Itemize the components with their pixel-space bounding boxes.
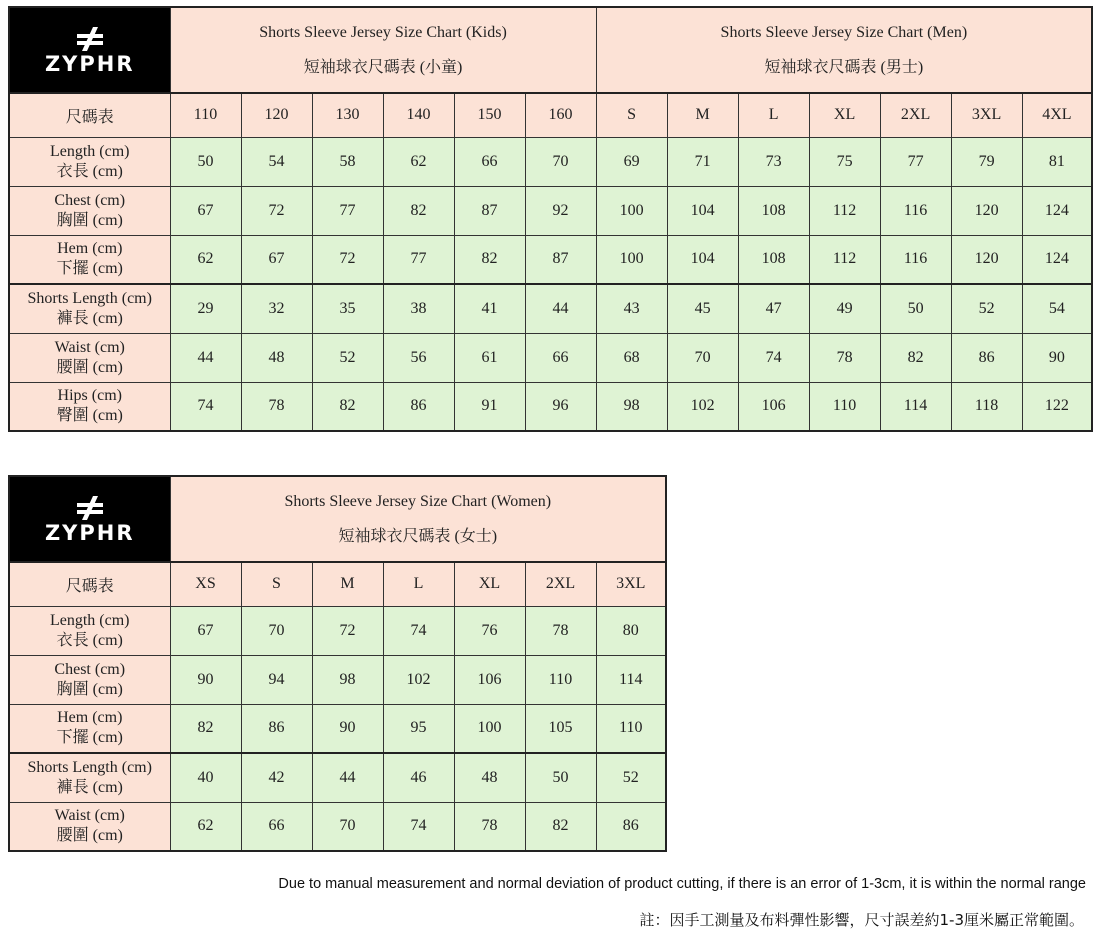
women-value-cell: 70: [312, 802, 383, 851]
kids-value-cell: 92: [525, 186, 596, 235]
men-value-cell: 118: [951, 382, 1022, 431]
women-value-cell: 105: [525, 704, 596, 753]
measurement-label-en: Hem (cm): [57, 240, 123, 258]
women-value-cell: 90: [170, 655, 241, 704]
women-title-zh: 短袖球衣尺碼表 (女士): [338, 528, 498, 545]
men-value-cell: 104: [667, 186, 738, 235]
measurement-label-zh: 衣長 (cm): [56, 631, 123, 649]
measurement-label-en: Waist (cm): [54, 338, 125, 356]
kids-value-cell: 70: [525, 137, 596, 186]
men-value-cell: 43: [596, 284, 667, 333]
kids-value-cell: 91: [454, 382, 525, 431]
kids-value-cell: 32: [241, 284, 312, 333]
men-value-cell: 86: [951, 333, 1022, 382]
brand-logo: [9, 7, 170, 93]
men-value-cell: 108: [738, 235, 809, 284]
men-value-cell: 54: [1022, 284, 1092, 333]
size-header-label: 尺碼表: [9, 93, 170, 137]
women-title-en: Shorts Sleeve Jersey Size Chart (Women): [284, 493, 552, 510]
men-value-cell: 70: [667, 333, 738, 382]
measurement-label-zh: 褲長 (cm): [56, 309, 123, 327]
kids-value-cell: 44: [170, 333, 241, 382]
measurement-label: [9, 802, 170, 851]
men-value-cell: 114: [880, 382, 951, 431]
women-chart-title: [170, 476, 666, 562]
men-size-header: S: [596, 93, 667, 137]
kids-value-cell: 56: [383, 333, 454, 382]
men-value-cell: 102: [667, 382, 738, 431]
table-row: [9, 382, 1092, 431]
kids-size-header: 150: [454, 93, 525, 137]
measurement-label-zh: 胸圍 (cm): [56, 680, 123, 698]
men-value-cell: 68: [596, 333, 667, 382]
measurement-label: [9, 606, 170, 655]
kids-title-en: Shorts Sleeve Jersey Size Chart (Kids): [259, 24, 507, 41]
women-value-cell: 74: [383, 606, 454, 655]
women-size-header: XL: [454, 562, 525, 606]
men-value-cell: 112: [809, 235, 880, 284]
women-size-header: XS: [170, 562, 241, 606]
not-equal-logo-icon: [75, 26, 105, 52]
men-value-cell: 120: [951, 235, 1022, 284]
women-value-cell: 80: [596, 606, 666, 655]
kids-value-cell: 67: [170, 186, 241, 235]
men-value-cell: 82: [880, 333, 951, 382]
women-value-cell: 42: [241, 753, 312, 802]
measurement-label-zh: 褲長 (cm): [56, 778, 123, 796]
men-value-cell: 106: [738, 382, 809, 431]
women-value-cell: 48: [454, 753, 525, 802]
table-row: [9, 704, 666, 753]
kids-size-header: 160: [525, 93, 596, 137]
men-value-cell: 75: [809, 137, 880, 186]
men-value-cell: 77: [880, 137, 951, 186]
measurement-note-en: Due to manual measurement and normal deviation of product cutting, if there is an error of 1-3cm, it is within the normal range: [278, 876, 1086, 892]
table-row: [9, 753, 666, 802]
men-value-cell: 124: [1022, 235, 1092, 284]
measurement-label-en: Hips (cm): [57, 387, 122, 405]
women-value-cell: 67: [170, 606, 241, 655]
table-row: [9, 606, 666, 655]
kids-value-cell: 87: [454, 186, 525, 235]
women-value-cell: 40: [170, 753, 241, 802]
women-value-cell: 74: [383, 802, 454, 851]
women-value-cell: 72: [312, 606, 383, 655]
measurement-label: [9, 235, 170, 284]
women-value-cell: 86: [596, 802, 666, 851]
men-value-cell: 112: [809, 186, 880, 235]
kids-value-cell: 38: [383, 284, 454, 333]
measurement-label-en: Hem (cm): [57, 709, 123, 727]
men-value-cell: 116: [880, 235, 951, 284]
women-value-cell: 110: [525, 655, 596, 704]
brand-name: ZYPHR: [44, 51, 135, 76]
table-row: [9, 333, 1092, 382]
men-value-cell: 100: [596, 235, 667, 284]
measurement-label-en: Waist (cm): [54, 807, 125, 825]
women-value-cell: 62: [170, 802, 241, 851]
measurement-label: [9, 655, 170, 704]
men-size-header: 4XL: [1022, 93, 1092, 137]
kids-value-cell: 78: [241, 382, 312, 431]
men-value-cell: 120: [951, 186, 1022, 235]
kids-value-cell: 72: [312, 235, 383, 284]
measurement-label-zh: 臀圍 (cm): [56, 407, 123, 425]
measurement-label: [9, 382, 170, 431]
men-value-cell: 50: [880, 284, 951, 333]
kids-value-cell: 35: [312, 284, 383, 333]
table-row: [9, 137, 1092, 186]
measurement-label: [9, 333, 170, 382]
size-header-label: 尺碼表: [9, 562, 170, 606]
women-value-cell: 76: [454, 606, 525, 655]
measurement-label-en: Length (cm): [49, 142, 130, 160]
women-value-cell: 102: [383, 655, 454, 704]
measurement-label-zh: 腰圍 (cm): [56, 827, 123, 845]
men-value-cell: 110: [809, 382, 880, 431]
table-row: [9, 235, 1092, 284]
men-size-header: M: [667, 93, 738, 137]
kids-value-cell: 41: [454, 284, 525, 333]
women-value-cell: 82: [170, 704, 241, 753]
women-size-header: 2XL: [525, 562, 596, 606]
men-value-cell: 49: [809, 284, 880, 333]
kids-value-cell: 62: [383, 137, 454, 186]
measurement-label: [9, 704, 170, 753]
kids-value-cell: 66: [525, 333, 596, 382]
women-value-cell: 82: [525, 802, 596, 851]
kids-value-cell: 82: [383, 186, 454, 235]
men-size-header: XL: [809, 93, 880, 137]
kids-value-cell: 77: [312, 186, 383, 235]
table-row: [9, 655, 666, 704]
kids-value-cell: 58: [312, 137, 383, 186]
men-value-cell: 78: [809, 333, 880, 382]
kids-value-cell: 82: [312, 382, 383, 431]
table-row: [9, 802, 666, 851]
men-value-cell: 81: [1022, 137, 1092, 186]
men-value-cell: 122: [1022, 382, 1092, 431]
size-chart-kids-men: [8, 6, 1093, 432]
men-value-cell: 79: [951, 137, 1022, 186]
kids-value-cell: 72: [241, 186, 312, 235]
women-value-cell: 50: [525, 753, 596, 802]
men-value-cell: 69: [596, 137, 667, 186]
women-value-cell: 78: [454, 802, 525, 851]
kids-value-cell: 50: [170, 137, 241, 186]
women-value-cell: 86: [241, 704, 312, 753]
kids-value-cell: 52: [312, 333, 383, 382]
kids-size-header: 140: [383, 93, 454, 137]
women-value-cell: 70: [241, 606, 312, 655]
kids-value-cell: 96: [525, 382, 596, 431]
women-size-header: M: [312, 562, 383, 606]
table-row: [9, 284, 1092, 333]
measurement-label-zh: 胸圍 (cm): [56, 211, 123, 229]
size-chart-women: [8, 475, 667, 852]
measurement-label-en: Length (cm): [49, 611, 130, 629]
men-value-cell: 45: [667, 284, 738, 333]
women-value-cell: 52: [596, 753, 666, 802]
men-value-cell: 52: [951, 284, 1022, 333]
men-value-cell: 90: [1022, 333, 1092, 382]
kids-value-cell: 74: [170, 382, 241, 431]
measurement-label: [9, 753, 170, 802]
kids-value-cell: 67: [241, 235, 312, 284]
measurement-label-en: Chest (cm): [54, 660, 126, 678]
kids-value-cell: 48: [241, 333, 312, 382]
women-size-header: S: [241, 562, 312, 606]
men-value-cell: 116: [880, 186, 951, 235]
kids-value-cell: 66: [454, 137, 525, 186]
kids-value-cell: 77: [383, 235, 454, 284]
women-value-cell: 110: [596, 704, 666, 753]
kids-value-cell: 82: [454, 235, 525, 284]
women-value-cell: 44: [312, 753, 383, 802]
measurement-label-zh: 衣長 (cm): [56, 162, 123, 180]
women-value-cell: 95: [383, 704, 454, 753]
kids-value-cell: 61: [454, 333, 525, 382]
women-value-cell: 106: [454, 655, 525, 704]
measurement-label-zh: 下擺 (cm): [56, 260, 123, 278]
men-title-en: Shorts Sleeve Jersey Size Chart (Men): [720, 24, 968, 41]
kids-value-cell: 44: [525, 284, 596, 333]
men-value-cell: 100: [596, 186, 667, 235]
women-value-cell: 66: [241, 802, 312, 851]
brand-name: ZYPHR: [44, 520, 135, 545]
measurement-note-zh: 註：因手工測量及布料彈性影響，尺寸誤差約1-3厘米屬正常範圍。: [639, 911, 1084, 929]
men-value-cell: 47: [738, 284, 809, 333]
kids-value-cell: 62: [170, 235, 241, 284]
women-size-header: 3XL: [596, 562, 666, 606]
not-equal-logo-icon: [75, 495, 105, 521]
men-size-header: 2XL: [880, 93, 951, 137]
measurement-label-en: Chest (cm): [54, 191, 126, 209]
kids-chart-title: [170, 7, 596, 93]
women-size-header: L: [383, 562, 454, 606]
men-chart-title: [596, 7, 1092, 93]
women-value-cell: 94: [241, 655, 312, 704]
kids-size-header: 120: [241, 93, 312, 137]
men-value-cell: 74: [738, 333, 809, 382]
measurement-label-en: Shorts Length (cm): [27, 289, 152, 307]
women-value-cell: 100: [454, 704, 525, 753]
men-title-zh: 短袖球衣尺碼表 (男士): [764, 59, 924, 76]
women-value-cell: 78: [525, 606, 596, 655]
women-value-cell: 90: [312, 704, 383, 753]
kids-value-cell: 54: [241, 137, 312, 186]
kids-value-cell: 29: [170, 284, 241, 333]
kids-size-header: 110: [170, 93, 241, 137]
women-value-cell: 46: [383, 753, 454, 802]
men-value-cell: 98: [596, 382, 667, 431]
men-size-header: L: [738, 93, 809, 137]
men-value-cell: 124: [1022, 186, 1092, 235]
kids-title-zh: 短袖球衣尺碼表 (小童): [303, 59, 463, 76]
measurement-label: [9, 186, 170, 235]
measurement-label: [9, 284, 170, 333]
men-value-cell: 71: [667, 137, 738, 186]
men-value-cell: 104: [667, 235, 738, 284]
table-row: [9, 186, 1092, 235]
measurement-label-zh: 下擺 (cm): [56, 729, 123, 747]
women-value-cell: 114: [596, 655, 666, 704]
brand-logo: [9, 476, 170, 562]
measurement-label: [9, 137, 170, 186]
kids-value-cell: 86: [383, 382, 454, 431]
men-size-header: 3XL: [951, 93, 1022, 137]
women-value-cell: 98: [312, 655, 383, 704]
men-value-cell: 108: [738, 186, 809, 235]
kids-value-cell: 87: [525, 235, 596, 284]
kids-size-header: 130: [312, 93, 383, 137]
measurement-label-en: Shorts Length (cm): [27, 758, 152, 776]
men-value-cell: 73: [738, 137, 809, 186]
measurement-label-zh: 腰圍 (cm): [56, 358, 123, 376]
